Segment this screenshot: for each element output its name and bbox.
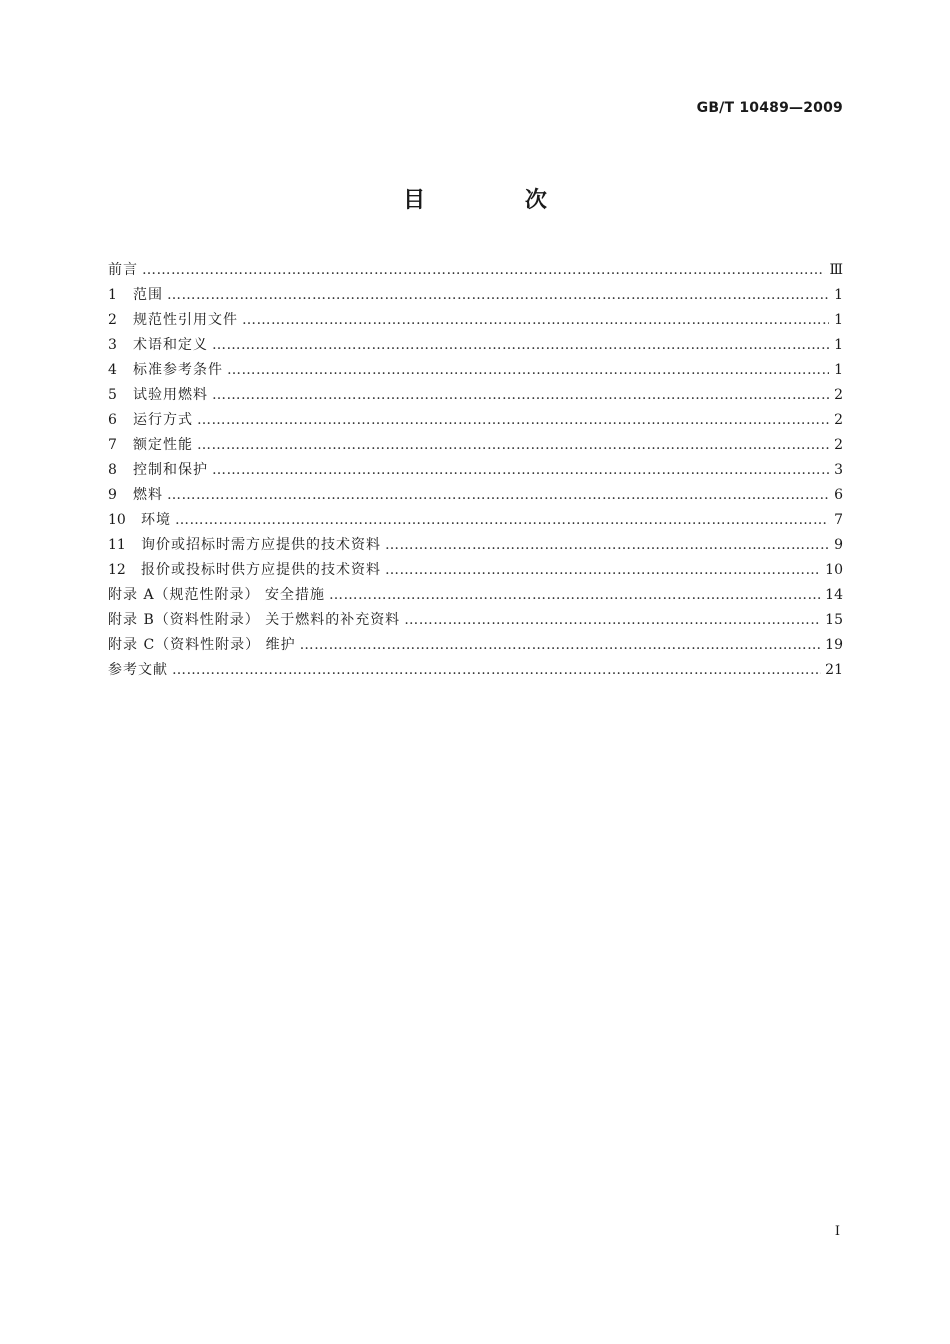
toc-page: 21 (825, 662, 843, 678)
toc-label: 试验用燃料 (133, 387, 208, 403)
toc-leader (175, 512, 829, 528)
toc-leader (300, 637, 822, 653)
toc-leader (329, 587, 821, 603)
toc-label: 报价或投标时供方应提供的技术资料 (141, 562, 381, 578)
toc-page: 9 (834, 537, 843, 553)
toc-entry-1[interactable] (108, 284, 843, 309)
toc-label: 燃料 (133, 487, 163, 503)
toc-label: 标准参考条件 (133, 362, 223, 378)
toc-entry-10[interactable] (108, 509, 843, 534)
toc-leader (242, 312, 829, 328)
toc-leader (404, 612, 821, 628)
toc-entry-foreword[interactable] (108, 259, 843, 284)
toc-page: 10 (825, 562, 843, 578)
toc-page: 1 (834, 287, 843, 303)
toc-page: 2 (834, 412, 843, 428)
toc-entry-6[interactable] (108, 409, 843, 434)
toc-entry-4[interactable] (108, 359, 843, 384)
toc-page: 1 (834, 362, 843, 378)
toc-entry-annex-b[interactable] (108, 609, 843, 634)
toc-label: 运行方式 (133, 412, 193, 428)
toc-label: 控制和保护 (133, 462, 208, 478)
toc-page: 1 (834, 337, 843, 353)
toc-number: 2 (108, 312, 117, 328)
toc-leader (212, 387, 829, 403)
toc-entry-8[interactable] (108, 459, 843, 484)
toc-entry-3[interactable] (108, 334, 843, 359)
toc-entry-9[interactable] (108, 484, 843, 509)
toc-leader (385, 537, 829, 553)
toc-label: 术语和定义 (133, 337, 208, 353)
toc-leader (142, 262, 825, 278)
toc-label: 附录 A（规范性附录） 安全措施 (108, 587, 326, 603)
toc-number: 5 (108, 387, 117, 403)
toc-leader (197, 437, 829, 453)
toc-number: 4 (108, 362, 117, 378)
toc-label: 前言 (108, 262, 138, 278)
toc-number: 3 (108, 337, 117, 353)
toc-label: 范围 (133, 287, 163, 303)
page-title: 目 次 (403, 188, 593, 213)
toc-number: 12 (108, 562, 126, 578)
toc-leader (197, 412, 829, 428)
toc-leader (212, 462, 829, 478)
toc-page: 7 (834, 512, 843, 528)
toc-label: 额定性能 (133, 437, 193, 453)
standard-code: GB/T 10489—2009 (696, 100, 843, 116)
toc-entry-7[interactable] (108, 434, 843, 459)
toc-leader (212, 337, 829, 353)
toc-leader (227, 362, 829, 378)
toc-entry-12[interactable] (108, 559, 843, 584)
toc-entry-2[interactable] (108, 309, 843, 334)
toc-number: 1 (108, 287, 117, 303)
toc-page: 14 (825, 587, 843, 603)
toc-number: 11 (108, 537, 126, 553)
toc-label: 环境 (141, 512, 171, 528)
toc-entry-5[interactable] (108, 384, 843, 409)
toc-entry-11[interactable] (108, 534, 843, 559)
toc-entry-annex-c[interactable] (108, 634, 843, 659)
toc-page: Ⅲ (829, 262, 843, 278)
toc-entry-annex-a[interactable] (108, 584, 843, 609)
toc-page: 19 (825, 637, 843, 653)
toc-leader (385, 562, 821, 578)
toc-number: 10 (108, 512, 126, 528)
toc-label: 附录 C（资料性附录） 维护 (108, 637, 296, 653)
toc-page: 2 (834, 387, 843, 403)
toc-label: 参考文献 (108, 662, 168, 678)
toc-leader (167, 487, 829, 503)
toc-entry-bibliography[interactable] (108, 659, 843, 684)
toc-leader (167, 287, 829, 303)
toc-page: 3 (834, 462, 843, 478)
table-of-contents (108, 259, 843, 684)
toc-page: 6 (834, 487, 843, 503)
toc-number: 6 (108, 412, 117, 428)
toc-number: 7 (108, 437, 117, 453)
toc-label: 询价或招标时需方应提供的技术资料 (141, 537, 381, 553)
toc-label: 附录 B（资料性附录） 关于燃料的补充资料 (108, 612, 401, 628)
toc-number: 8 (108, 462, 117, 478)
toc-number: 9 (108, 487, 117, 503)
page-number: Ⅰ (834, 1224, 840, 1239)
toc-leader (172, 662, 821, 678)
toc-page: 2 (834, 437, 843, 453)
toc-label: 规范性引用文件 (133, 312, 238, 328)
toc-page: 15 (825, 612, 843, 628)
toc-page: 1 (834, 312, 843, 328)
